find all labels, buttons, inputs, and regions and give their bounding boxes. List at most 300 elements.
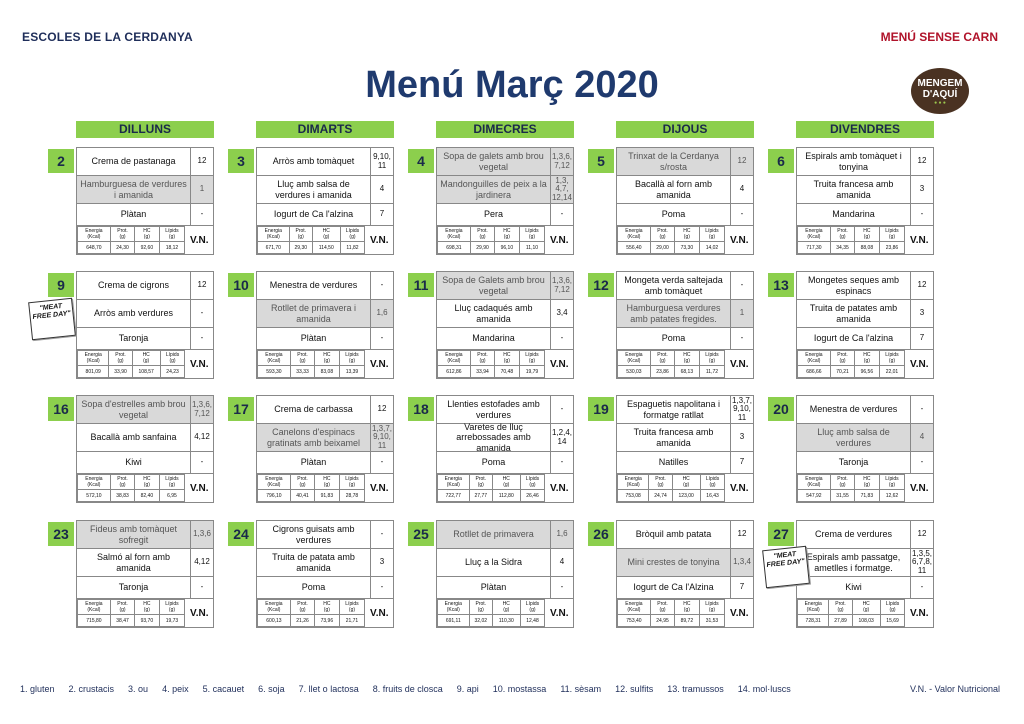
- dish-name: Lluç amb salsa de verdures: [797, 424, 911, 451]
- nutrition-header: Prot. (g): [110, 227, 134, 242]
- allergen-codes: 12: [917, 280, 927, 290]
- day-number: 25: [408, 522, 434, 546]
- day-card: [768, 393, 934, 510]
- dish-row: [617, 396, 753, 424]
- allergen-codes: 7: [919, 333, 925, 343]
- dish-table: [436, 271, 574, 379]
- nutrition-value: 24,30: [110, 242, 134, 254]
- dish-row: [437, 396, 573, 424]
- dish-row: [257, 521, 393, 549]
- nutrition-header: Energia (Kcal): [78, 600, 111, 615]
- vn-label: V.N.: [189, 358, 209, 370]
- day-number: 4: [408, 149, 434, 173]
- allergen-codes: -: [200, 457, 204, 467]
- allergen-codes: -: [380, 529, 384, 539]
- dish-name: Bacallà amb sanfaina: [77, 424, 191, 451]
- dish-name: Varetes de lluç arrebossades amb amanida: [437, 424, 551, 451]
- vn-label: V.N.: [729, 358, 749, 370]
- dish-name: Crema de carbassa: [257, 396, 371, 423]
- day-card: [768, 269, 934, 386]
- dish-row: [437, 421, 573, 453]
- dish-row: [617, 452, 753, 474]
- dish-name: Menestra de verdures: [797, 396, 911, 423]
- dish-table: [616, 147, 754, 255]
- dish-row: [257, 176, 393, 204]
- day-header: DIMARTS: [256, 121, 394, 138]
- allergen-codes: -: [560, 333, 564, 343]
- vn-label: V.N.: [549, 234, 569, 246]
- day-card: [228, 269, 394, 386]
- dish-table: [436, 147, 574, 255]
- allergen-codes: 12: [197, 156, 207, 166]
- dish-row: [257, 204, 393, 226]
- nutrition-value: 801,09: [78, 366, 109, 378]
- allergen-codes: 4: [919, 432, 925, 442]
- nutrition-header: HC (g): [135, 475, 159, 490]
- allergen-codes: 3: [739, 432, 745, 442]
- nutrition-value: 96,56: [855, 366, 879, 378]
- nutrition-header: HC (g): [492, 475, 520, 490]
- nutrition-value: 28,78: [339, 490, 365, 502]
- day-card: [408, 393, 574, 510]
- nutrition-value: 82,40: [135, 490, 159, 502]
- nutrition-row: [257, 599, 393, 627]
- dish-row: [257, 328, 393, 350]
- nutrition-header: HC (g): [492, 600, 520, 615]
- vn-label: V.N.: [909, 234, 929, 246]
- dish-name: Mongetes seques amb espinacs: [797, 272, 911, 299]
- nutrition-value: 11,10: [519, 242, 545, 254]
- day-number: 17: [228, 397, 254, 421]
- nutrition-value: 29,00: [650, 242, 674, 254]
- vn-label: V.N.: [369, 482, 389, 494]
- nutrition-value: 715,80: [78, 615, 111, 627]
- dish-row: [797, 272, 933, 300]
- dish-name: Plàtan: [77, 204, 191, 225]
- dish-row: [797, 424, 933, 452]
- nutrition-header: Energia (Kcal): [438, 227, 471, 242]
- nutrition-value: 93,70: [135, 615, 159, 627]
- nutrition-row: [77, 599, 213, 627]
- vn-label: V.N.: [369, 607, 389, 619]
- dish-row: [437, 272, 573, 300]
- day-card: [588, 145, 754, 262]
- nutrition-value: 83,08: [315, 366, 339, 378]
- dish-name: Canelons d'espinacs gratinats amb beixamel: [257, 424, 371, 451]
- vn-label: V.N.: [189, 482, 209, 494]
- nutrition-header: Energia (Kcal): [78, 227, 111, 242]
- dish-table: [76, 271, 214, 379]
- nutrition-value: 31,53: [699, 615, 725, 627]
- day-number: 27: [768, 522, 794, 546]
- nutrition-header: HC (g): [675, 227, 699, 242]
- nutrition-value: 33,33: [290, 366, 314, 378]
- nutrition-value: 68,13: [675, 366, 699, 378]
- nutrition-value: 13,39: [339, 366, 365, 378]
- nutrition-table: [437, 350, 545, 378]
- vn-label: V.N.: [369, 234, 389, 246]
- day-card: [48, 145, 214, 262]
- allergen-codes: 4: [739, 184, 745, 194]
- allergen-codes: -: [740, 209, 744, 219]
- dish-name: Plàtan: [257, 452, 371, 473]
- vn-label: V.N.: [549, 358, 569, 370]
- nutrition-header: Energia (Kcal): [78, 351, 109, 366]
- dish-name: Lluç amb salsa de verdures i amanida: [257, 176, 371, 203]
- dish-row: [77, 521, 213, 549]
- nutrition-header: Prot. (g): [290, 600, 314, 615]
- nutrition-header: Energia (Kcal): [258, 351, 291, 366]
- allergen-codes: 1,3, 4,7, 12,14: [551, 175, 573, 202]
- allergen-codes: 12: [737, 529, 747, 539]
- nutrition-value: 23,86: [879, 242, 905, 254]
- nutrition-header: Lípids (g): [879, 351, 905, 366]
- nutrition-value: 600,13: [258, 615, 291, 627]
- dish-name: Crema de pastanaga: [77, 148, 191, 175]
- nutrition-value: 19,79: [519, 366, 545, 378]
- nutrition-row: [257, 474, 393, 502]
- dish-name: Sopa de galets amb brou vegetal: [437, 148, 551, 175]
- dish-table: [796, 271, 934, 379]
- day-header: DIVENDRES: [796, 121, 934, 138]
- dish-row: [257, 424, 393, 452]
- allergen-codes: 1,3,6, 7,12: [551, 152, 572, 170]
- allergen-codes: 1: [199, 184, 205, 194]
- dish-row: [437, 521, 573, 549]
- nutrition-row: [77, 226, 213, 254]
- allergen-codes: -: [380, 457, 384, 467]
- dish-row: [797, 148, 933, 176]
- dish-table: [76, 147, 214, 255]
- nutrition-header: Energia (Kcal): [618, 351, 651, 366]
- allergen-item: 9. api: [456, 684, 479, 694]
- dish-row: [797, 204, 933, 226]
- day-number: 16: [48, 397, 74, 421]
- nutrition-header: Lípids (g): [519, 351, 545, 366]
- nutrition-value: 21,26: [290, 615, 314, 627]
- nutrition-table: [437, 599, 545, 627]
- nutrition-value: 38,83: [110, 490, 134, 502]
- dish-row: [77, 300, 213, 328]
- nutrition-header: HC (g): [855, 351, 879, 366]
- nutrition-header: Prot. (g): [110, 475, 134, 490]
- dish-name: Mongeta verda saltejada amb tomàquet: [617, 272, 731, 299]
- dish-row: [437, 328, 573, 350]
- dish-row: [617, 424, 753, 452]
- allergen-codes: 4,12: [194, 432, 210, 442]
- dish-name: Pera: [437, 204, 551, 225]
- allergen-codes: 1,6: [376, 308, 388, 318]
- dish-name: Truita francesa amb amanida: [797, 176, 911, 203]
- allergen-item: 12. sulfits: [615, 684, 654, 694]
- dish-name: Trinxat de la Cerdanya s/rosta: [617, 148, 731, 175]
- nutrition-value: 114,50: [312, 242, 340, 254]
- day-card: [48, 518, 214, 635]
- dish-name: Hamburguesa de verdures i amanida: [77, 176, 191, 203]
- nutrition-header: Energia (Kcal): [618, 600, 651, 615]
- nutrition-header: Prot. (g): [470, 351, 494, 366]
- dish-row: [257, 300, 393, 328]
- menu-type: MENÚ SENSE CARN: [880, 30, 998, 44]
- nutrition-table: [437, 474, 545, 502]
- mengem-daqui-logo: MENGEM D'AQUÍ ● ● ●: [911, 68, 969, 114]
- nutrition-table: [797, 226, 905, 254]
- allergen-codes: 4: [379, 184, 385, 194]
- nutrition-header: HC (g): [135, 227, 159, 242]
- day-number: 26: [588, 522, 614, 546]
- day-card: [588, 393, 754, 510]
- dish-name: Sopa d'estrelles amb brou vegetal: [77, 396, 191, 423]
- day-number: 5: [588, 149, 614, 173]
- dish-table: [616, 395, 754, 503]
- nutrition-header: Prot. (g): [289, 227, 312, 242]
- day-number: 23: [48, 522, 74, 546]
- allergen-codes: -: [740, 280, 744, 290]
- nutrition-header: Energia (Kcal): [438, 475, 470, 490]
- dish-row: [797, 300, 933, 328]
- nutrition-header: Lípids (g): [339, 475, 365, 490]
- dish-row: [437, 577, 573, 599]
- nutrition-header: Lípids (g): [339, 351, 365, 366]
- nutrition-header: Energia (Kcal): [438, 351, 471, 366]
- vn-label: V.N.: [549, 607, 569, 619]
- nutrition-value: 40,41: [290, 490, 314, 502]
- allergen-codes: 7: [739, 457, 745, 467]
- dish-name: Espirals amb passatge, ametlles i formatge.: [797, 549, 911, 576]
- nutrition-table: [77, 599, 185, 627]
- nutrition-header: Prot. (g): [290, 475, 314, 490]
- nutrition-header: Lípids (g): [699, 351, 725, 366]
- nutrition-header: Energia (Kcal): [798, 600, 829, 615]
- nutrition-value: 6,95: [159, 490, 185, 502]
- nutrition-header: Prot. (g): [290, 351, 314, 366]
- allergen-codes: -: [560, 457, 564, 467]
- nutrition-value: 73,30: [675, 242, 699, 254]
- dish-name: Mandarina: [437, 328, 551, 349]
- nutrition-header: Prot. (g): [110, 600, 134, 615]
- allergen-codes: -: [200, 582, 204, 592]
- vn-label: V.N.: [909, 607, 929, 619]
- allergen-codes: 1,3,7, 9,10, 11: [371, 423, 392, 450]
- meat-free-badge: "MEAT FREE DAY": [28, 298, 76, 340]
- day-number: 24: [228, 522, 254, 546]
- logo-text: MENGEM D'AQUÍ: [917, 78, 963, 100]
- nutrition-header: HC (g): [312, 227, 340, 242]
- nutrition-value: 33,90: [109, 366, 132, 378]
- nutrition-header: Lípids (g): [700, 475, 725, 490]
- nutrition-value: 91,83: [315, 490, 339, 502]
- dish-row: [797, 396, 933, 424]
- nutrition-value: 27,77: [469, 490, 492, 502]
- nutrition-header: HC (g): [315, 351, 339, 366]
- nutrition-header: Lípids (g): [340, 227, 365, 242]
- dish-name: Plàtan: [437, 577, 551, 598]
- nutrition-header: Energia (Kcal): [798, 351, 831, 366]
- nutrition-value: 89,72: [675, 615, 699, 627]
- dish-table: [436, 520, 574, 628]
- dish-name: Mandarina: [797, 204, 911, 225]
- nutrition-header: Lípids (g): [519, 227, 545, 242]
- nutrition-value: 686,66: [798, 366, 831, 378]
- allergen-codes: -: [560, 209, 564, 219]
- nutrition-header: Prot. (g): [469, 600, 492, 615]
- dish-row: [617, 577, 753, 599]
- dish-row: [257, 396, 393, 424]
- day-number: 18: [408, 397, 434, 421]
- nutrition-row: [797, 226, 933, 254]
- dish-row: [797, 549, 933, 577]
- nutrition-value: 24,74: [649, 490, 672, 502]
- nutrition-value: 73,96: [315, 615, 339, 627]
- allergen-codes: -: [560, 582, 564, 592]
- allergen-codes: -: [200, 308, 204, 318]
- dish-name: Lluç cadaqués amb amanida: [437, 300, 551, 327]
- allergen-codes: 12: [917, 529, 927, 539]
- allergen-codes: -: [920, 582, 924, 592]
- dish-name: Mini crestes de tonyina: [617, 549, 731, 576]
- dish-name: Kiwi: [77, 452, 191, 473]
- nutrition-row: [797, 350, 933, 378]
- nutrition-value: 29,90: [470, 242, 494, 254]
- allergen-item: 5. cacauet: [202, 684, 245, 694]
- nutrition-value: 33,94: [470, 366, 494, 378]
- day-number: 19: [588, 397, 614, 421]
- dish-name: Crema de verdures: [797, 521, 911, 548]
- nutrition-value: 593,30: [258, 366, 291, 378]
- day-number: 12: [588, 273, 614, 297]
- allergen-codes: 1: [739, 308, 745, 318]
- nutrition-table: [617, 474, 725, 502]
- allergen-codes: -: [920, 209, 924, 219]
- dish-row: [257, 577, 393, 599]
- nutrition-header: Energia (Kcal): [438, 600, 470, 615]
- day-number: 20: [768, 397, 794, 421]
- dish-row: [617, 176, 753, 204]
- dish-row: [257, 148, 393, 176]
- dish-row: [77, 176, 213, 204]
- dish-row: [617, 148, 753, 176]
- dish-name: Sopa de Galets amb brou vegetal: [437, 272, 551, 299]
- allergen-codes: 4: [559, 557, 565, 567]
- dish-row: [77, 452, 213, 474]
- dish-table: [436, 395, 574, 503]
- dish-row: [437, 452, 573, 474]
- dish-name: Truita de patates amb amanida: [797, 300, 911, 327]
- nutrition-value: 547,92: [798, 490, 831, 502]
- nutrition-value: 110,30: [492, 615, 520, 627]
- dish-row: [77, 328, 213, 350]
- nutrition-header: Lípids (g): [339, 600, 365, 615]
- allergen-item: 11. sèsam: [560, 684, 602, 694]
- allergen-codes: -: [920, 457, 924, 467]
- dish-row: [77, 396, 213, 424]
- dish-name: Iogurt de Ca l'alzina: [797, 328, 911, 349]
- nutrition-value: 612,86: [438, 366, 471, 378]
- dish-row: [437, 300, 573, 328]
- dish-name: Mandonguilles de peix a la jardinera: [437, 176, 551, 203]
- nutrition-header: Energia (Kcal): [618, 475, 649, 490]
- nutrition-table: [797, 350, 905, 378]
- dish-name: Kiwi: [797, 577, 911, 598]
- day-card: [768, 145, 934, 262]
- nutrition-value: 23,86: [650, 366, 674, 378]
- nutrition-header: Energia (Kcal): [798, 475, 831, 490]
- dish-row: [797, 452, 933, 474]
- day-number: 6: [768, 149, 794, 173]
- allergen-codes: 1,6: [556, 529, 568, 539]
- allergen-codes: 3: [919, 308, 925, 318]
- nutrition-value: 698,31: [438, 242, 471, 254]
- day-card: [588, 269, 754, 386]
- day-header: DIJOUS: [616, 121, 754, 138]
- nutrition-table: [257, 226, 365, 254]
- dish-name: Espaguetis napolitana i formatge ratllat: [617, 396, 731, 423]
- nutrition-row: [617, 226, 753, 254]
- nutrition-value: 753,08: [618, 490, 649, 502]
- nutrition-header: HC (g): [135, 600, 159, 615]
- nutrition-header: Prot. (g): [109, 351, 132, 366]
- allergen-codes: -: [380, 582, 384, 592]
- nutrition-value: 691,11: [438, 615, 470, 627]
- nutrition-header: Energia (Kcal): [258, 475, 291, 490]
- allergen-legend: [20, 684, 805, 694]
- allergen-codes: -: [740, 333, 744, 343]
- dish-name: Plàtan: [257, 328, 371, 349]
- nutrition-value: 24,23: [160, 366, 185, 378]
- nutrition-header: Lípids (g): [879, 227, 905, 242]
- allergen-codes: -: [380, 280, 384, 290]
- dish-name: Arròs amb tomàquet: [257, 148, 371, 175]
- day-number: 2: [48, 149, 74, 173]
- dish-row: [797, 328, 933, 350]
- nutrition-header: HC (g): [852, 600, 880, 615]
- dish-row: [797, 176, 933, 204]
- allergen-codes: 7: [379, 209, 385, 219]
- nutrition-value: 24,95: [650, 615, 674, 627]
- dish-name: Bacallà al forn amb amanida: [617, 176, 731, 203]
- nutrition-header: Energia (Kcal): [78, 475, 111, 490]
- dish-row: [437, 204, 573, 226]
- nutrition-value: 16,43: [700, 490, 725, 502]
- nutrition-value: 556,40: [618, 242, 651, 254]
- nutrition-table: [257, 350, 365, 378]
- dish-row: [617, 204, 753, 226]
- nutrition-table: [797, 599, 905, 627]
- nutrition-value: 15,69: [880, 615, 905, 627]
- nutrition-value: 18,12: [159, 242, 185, 254]
- dish-name: Taronja: [77, 577, 191, 598]
- dish-row: [257, 452, 393, 474]
- dish-row: [77, 549, 213, 577]
- dish-table: [76, 395, 214, 503]
- nutrition-value: 530,03: [618, 366, 651, 378]
- nutrition-table: [617, 350, 725, 378]
- dish-row: [437, 176, 573, 204]
- nutrition-header: Lípids (g): [520, 475, 545, 490]
- day-card: [408, 518, 574, 635]
- allergen-codes: 1,3,6: [193, 529, 211, 539]
- dish-name: Iogurt de Ca l'Alzina: [617, 577, 731, 598]
- vn-label: V.N.: [189, 607, 209, 619]
- day-card: [228, 393, 394, 510]
- nutrition-row: [797, 474, 933, 502]
- dish-row: [437, 549, 573, 577]
- allergen-codes: 1,3,6, 7,12: [551, 276, 572, 294]
- nutrition-value: 796,10: [258, 490, 291, 502]
- dish-table: [796, 147, 934, 255]
- nutrition-header: Energia (Kcal): [258, 600, 291, 615]
- dish-row: [77, 272, 213, 300]
